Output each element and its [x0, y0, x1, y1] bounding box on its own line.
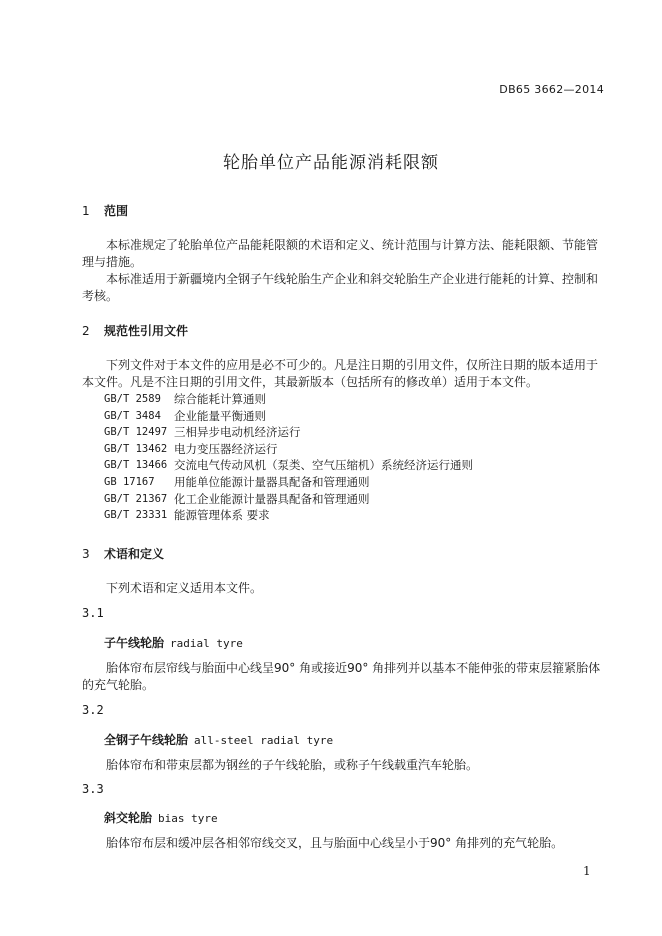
term-definition-box — [82, 757, 602, 774]
reference-item — [104, 474, 473, 491]
section-number: 1 — [82, 204, 90, 218]
scope-paragraph-1: 本标准规定了轮胎单位产品能耗限额的术语和定义、统计范围与计算方法、能耗限额、节能管理与措施。 — [82, 238, 599, 269]
section-heading-references — [82, 322, 188, 339]
term-name-zh: 斜交轮胎 — [104, 811, 153, 825]
reference-name: 电力变压器经济运行 — [174, 441, 278, 456]
reference-name: 综合能耗计算通则 — [174, 392, 266, 406]
reference-name: 化工企业能源计量器具配备和管理通则 — [174, 491, 370, 506]
term-heading — [104, 634, 243, 651]
term-definition-box — [82, 835, 602, 852]
references-intro-text: 下列文件对于本文件的应用是必不可少的。凡是注日期的引用文件，仅所注日期的版本适用于本文件。凡是不注日期的引用文件，其最新版本（包括所有的修改单）适用于本文件。 — [82, 358, 599, 389]
term-number: 3.1 — [82, 606, 104, 620]
reference-code: GB/T 21367 — [104, 492, 168, 505]
reference-list — [104, 391, 473, 524]
term-number: 3.3 — [82, 782, 104, 796]
reference-code: GB/T 13462 — [104, 442, 168, 455]
reference-code: GB 17167 — [104, 475, 155, 488]
section-heading-scope — [82, 202, 128, 219]
reference-item — [104, 491, 473, 508]
term-name-zh: 子午线轮胎 — [104, 636, 165, 650]
term-definition: 胎体帘布层和缓冲层各相邻帘线交叉，且与胎面中心线呈小于90° 角排列的充气轮胎。 — [106, 836, 564, 850]
section-number: 2 — [82, 324, 90, 338]
references-intro — [82, 357, 602, 391]
section-title: 规范性引用文件 — [104, 324, 189, 338]
reference-name: 用能单位能源计量器具配备和管理通则 — [174, 474, 370, 489]
reference-item — [104, 391, 473, 408]
reference-code: GB/T 2589 — [104, 393, 161, 405]
standard-code: DB65 3662—2014 — [499, 83, 604, 96]
reference-code: GB/T 13466 — [104, 459, 168, 472]
section-title: 术语和定义 — [104, 547, 165, 561]
reference-name: 企业能量平衡通则 — [174, 408, 266, 423]
term-definition: 胎体帘布和带束层都为钢丝的子午线轮胎，或称子午线载重汽车轮胎。 — [106, 758, 479, 772]
term-heading — [104, 731, 333, 748]
reference-code: GB/T 3484 — [104, 409, 161, 422]
reference-item — [104, 507, 473, 524]
reference-code: GB/T 12497 — [104, 426, 168, 439]
reference-name: 能源管理体系 要求 — [174, 508, 270, 523]
reference-name: 交流电气传动风机（泵类、空气压缩机）系统经济运行通则 — [174, 458, 473, 473]
term-name-en: radial tyre — [170, 637, 243, 650]
term-name-en: all-steel radial tyre — [194, 734, 334, 747]
scope-body — [82, 237, 602, 305]
reference-name: 三相异步电动机经济运行 — [174, 425, 301, 440]
section-number: 3 — [82, 547, 90, 561]
term-definition: 胎体帘布层帘线与胎面中心线呈90° 角或接近90° 角排列并以基本不能伸张的带束层箍紧胎体的充气轮胎。 — [82, 661, 601, 692]
section-heading-terms — [82, 545, 164, 562]
term-heading — [104, 809, 218, 826]
reference-code: GB/T 23331 — [104, 509, 168, 522]
term-name-en: bias tyre — [158, 812, 218, 825]
scope-paragraph-2: 本标准适用于新疆境内全钢子午线轮胎生产企业和斜交轮胎生产企业进行能耗的计算、控制和考核。 — [82, 272, 599, 303]
reference-item — [104, 457, 473, 474]
term-number: 3.2 — [82, 703, 104, 717]
term-definition-box — [82, 660, 602, 694]
page-number: 1 — [583, 864, 591, 878]
reference-item — [104, 424, 473, 441]
section-title: 范围 — [104, 204, 129, 218]
reference-item — [104, 408, 473, 425]
terms-intro: 下列术语和定义适用本文件。 — [106, 581, 263, 595]
reference-item — [104, 441, 473, 458]
document-title: 轮胎单位产品能源消耗限额 — [223, 153, 439, 173]
term-name-zh: 全钢子午线轮胎 — [104, 733, 189, 747]
